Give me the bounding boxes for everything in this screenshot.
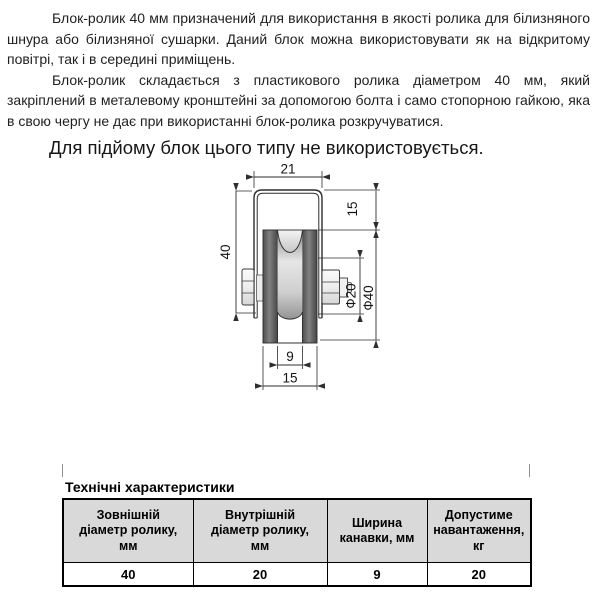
- spec-table-top-strip: [62, 464, 530, 477]
- dim-label-roller-width: 15: [282, 370, 298, 386]
- roller-flange-right: [303, 230, 318, 343]
- paragraph-intro: Блок-ролик 40 мм призначений для використання в якості ролика для білизняного шнура або білизняної сушарки. Даний блок можна використовувати як на відкритому повітрі, так і в середині приміщень.: [7, 10, 590, 67]
- usage-note: Для підйому блок цього типу не використовується.: [49, 137, 484, 158]
- dim-label-top-offset: 15: [345, 201, 360, 217]
- spec-section: [62, 464, 530, 587]
- spec-header-outer-diameter: Зовнішній діаметр ролику, мм: [63, 499, 193, 563]
- spec-values-row: [63, 563, 531, 587]
- roller-flange-left: [263, 230, 278, 343]
- spec-table-title: Технічні характеристики: [65, 479, 235, 495]
- description-text: [7, 8, 590, 131]
- paragraph-construction: Блок-ролик складається з пластикового ролика діаметром 40 мм, який закріплений в металевому кронштейні за допомогою болта і само стопорною гайкою, яка в свою чергу не дає при використанні блок-ролика розкручуватися.: [7, 71, 590, 129]
- spec-value-groove-width: 9: [327, 563, 427, 587]
- dim-label-inner-diameter: Ф20: [343, 283, 359, 309]
- spec-header-max-load: Допустиме навантаження, кг: [427, 499, 531, 563]
- dim-label-bracket-width: 21: [280, 161, 296, 177]
- spec-header-groove-width: Ширина канавки, мм: [327, 499, 427, 563]
- spec-value-max-load: 20: [427, 563, 531, 587]
- spec-header-inner-diameter: Внутрішній діаметр ролику, мм: [193, 499, 327, 563]
- spec-header-row: [63, 499, 531, 563]
- spec-table: [62, 498, 532, 587]
- dim-label-bracket-height: 40: [218, 244, 233, 260]
- technical-drawing: [170, 148, 450, 408]
- dim-label-groove-width: 9: [286, 349, 294, 364]
- dim-label-outer-diameter: Ф40: [361, 285, 376, 311]
- document-page: [0, 8, 600, 597]
- bolt-hex-head: [242, 269, 263, 305]
- roller: [263, 230, 317, 343]
- spec-value-inner-diameter: 20: [193, 563, 327, 587]
- spec-value-outer-diameter: 40: [63, 563, 193, 587]
